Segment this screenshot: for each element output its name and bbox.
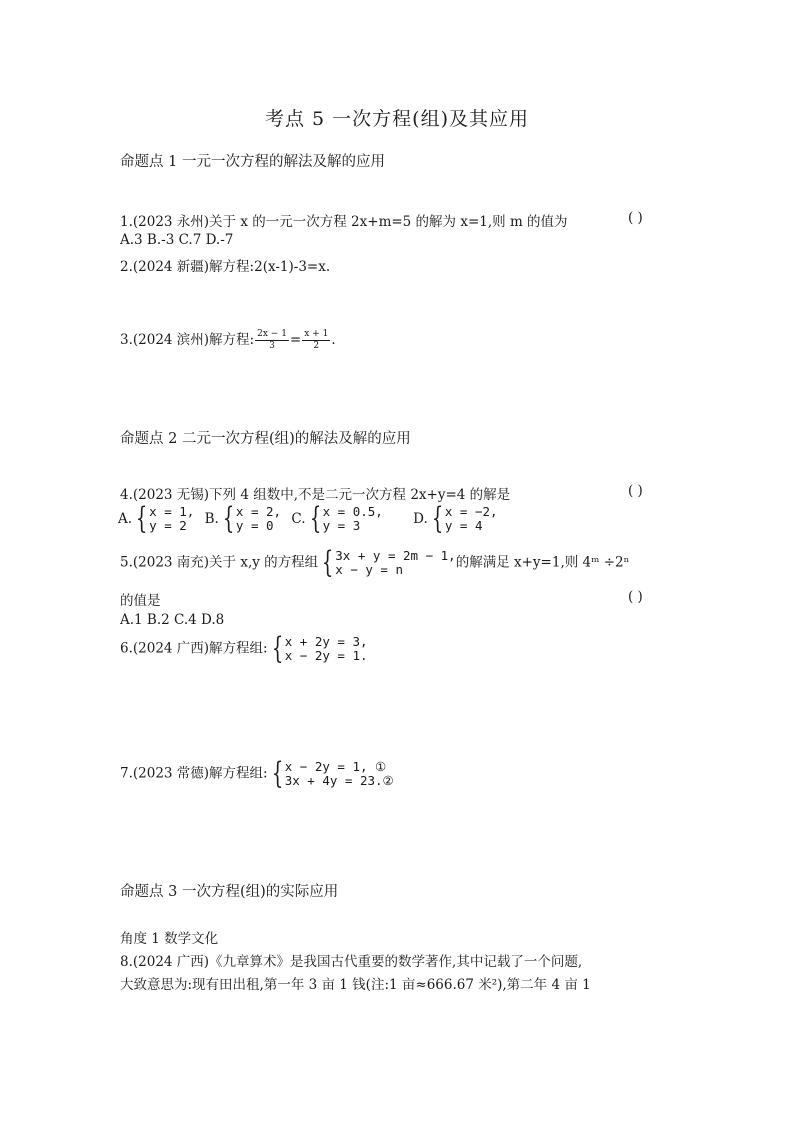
equation-system-q6: { x + 2y = 3, x − 2y = 1. [271, 631, 368, 666]
question-8-line2: 大致意思为:现有田出租,第一年 3 亩 1 钱(注:1 亩≈666.67 米²),第二年 4 亩 1 [120, 977, 591, 993]
fraction-right-numerator: x + 1 [304, 329, 329, 339]
equation-system-q7: { x − 2y = 1, ① 3x + 4y = 23.② [271, 756, 394, 791]
question-3 [120, 328, 336, 352]
question-8-line1: 8.(2024 广西)《九章算术》是我国古代重要的数学著作,其中记载了一个问题, [120, 954, 583, 970]
equation-system-q5: { 3x + y = 2m − 1, x − y = n [322, 545, 456, 580]
answer-blank-4: ( ) [628, 483, 643, 499]
fraction-left-denominator: 3 [269, 341, 275, 351]
question-3-prefix: 3.(2024 滨州)解方程: [120, 332, 255, 348]
answer-blank-1: ( ) [628, 210, 643, 226]
option-d: D. { x = −2, y = 4 [413, 501, 498, 536]
question-5-prefix: 5.(2023 南充)关于 x,y 的方程组 [120, 554, 319, 571]
fraction-right-denominator: 2 [313, 341, 320, 351]
page-title: 考点 5 一次方程(组)及其应用 [265, 108, 529, 130]
fraction-right [302, 329, 330, 352]
question-1-text: 1.(2023 永州)关于 x 的一元一次方程 2x+m=5 的解为 x=1,则 m 的值为 [120, 214, 568, 230]
option-c: C. { x = 0.5, y = 3 [291, 501, 383, 536]
question-5 [120, 545, 630, 580]
section-heading-1: 命题点 1 一元一次方程的解法及解的应用 [120, 154, 385, 170]
fraction-left-numerator: 2x − 1 [257, 329, 287, 339]
question-7 [120, 756, 394, 791]
question-6 [120, 631, 368, 666]
question-5-suffix: 的解满足 x+y=1,则 4ᵐ ÷2ⁿ [455, 554, 630, 571]
question-7-prefix: 7.(2023 常德)解方程组: [120, 765, 268, 782]
question-3-end: . [331, 332, 336, 348]
answer-blank-5: ( ) [628, 589, 643, 605]
question-6-prefix: 6.(2024 广西)解方程组: [120, 640, 268, 657]
option-a: A. { x = 1, y = 2 [118, 501, 195, 536]
question-5-line2: 的值是 [120, 593, 161, 609]
question-5-options: A.1 B.2 C.4 D.8 [120, 612, 225, 628]
angle-heading: 角度 1 数学文化 [120, 931, 219, 947]
section-heading-3: 命题点 3 一次方程(组)的实际应用 [120, 884, 339, 900]
question-4-options [118, 501, 504, 536]
option-b: B. { x = 2, y = 0 [204, 501, 282, 536]
equals-sign: = [289, 332, 302, 348]
question-2-text: 2.(2024 新疆)解方程:2(x-1)-3=x. [120, 259, 331, 275]
fraction-left [255, 329, 289, 352]
question-4-text: 4.(2023 无锡)下列 4 组数中,不是二元一次方程 2x+y=4 的解是 [120, 487, 511, 503]
question-1-options: A.3 B.-3 C.7 D.-7 [120, 232, 234, 248]
section-heading-2: 命题点 2 二元一次方程(组)的解法及解的应用 [120, 431, 411, 447]
